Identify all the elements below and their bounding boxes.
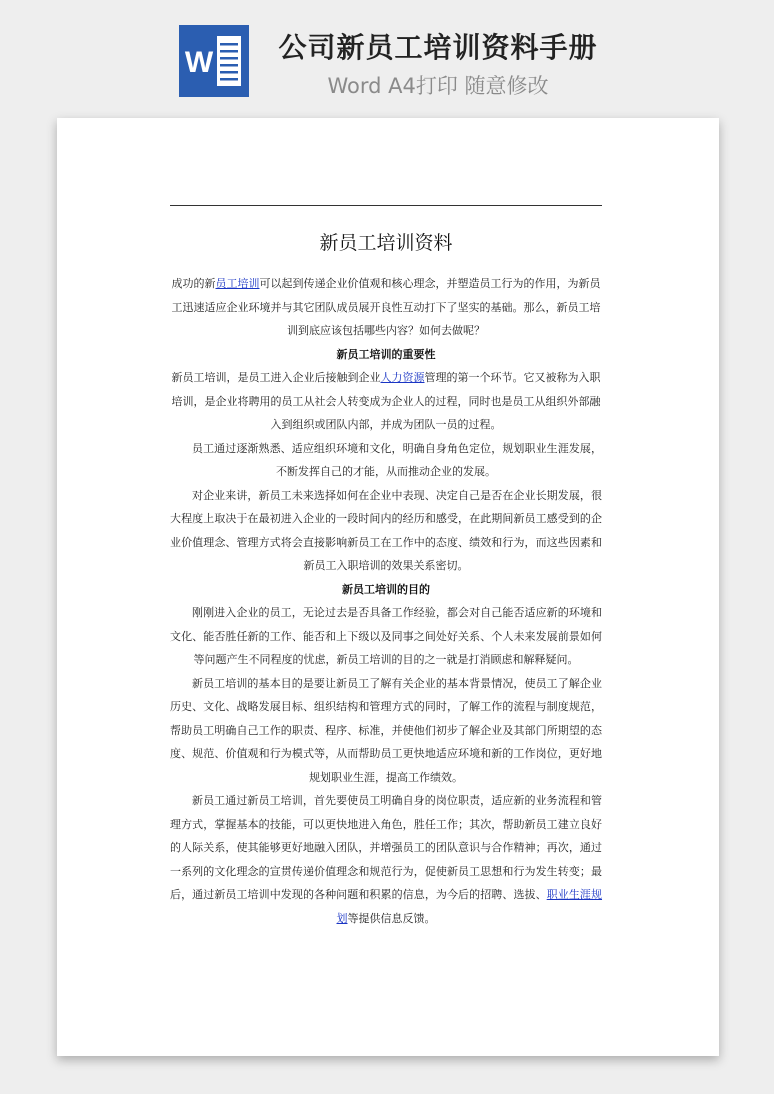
banner-title: 公司新员工培训资料手册 <box>278 31 598 64</box>
document-page <box>57 118 719 1056</box>
section-heading-purpose: 新员工培训的目的 <box>342 582 430 596</box>
link-employee-training[interactable]: 员工培训 <box>215 277 260 290</box>
document-body <box>170 272 602 930</box>
header-banner <box>0 0 774 115</box>
paragraph-importance-3: 对企业来讲，新员工未来选择如何在企业中表现、决定自己是否在企业长期发展，很大程度上取决于在最初进入企业的一段时间内的经历和感受，在此期间新员工感受到的企业价值理念、管理方式将会直接影响新员工在工作中的态度、绩效和行为，而这些因素和新员工入职培训的效果关系密切。 <box>170 488 602 572</box>
word-icon-letter: W <box>184 46 214 79</box>
link-human-resources[interactable]: 人力资源 <box>380 371 425 384</box>
header-rule <box>170 205 602 206</box>
section-heading-importance: 新员工培训的重要性 <box>336 347 436 361</box>
link-career-planning[interactable]: 职业生涯规划 <box>336 888 603 925</box>
paragraph-purpose-3: 新员工通过新员工培训，首先要使员工明确自身的岗位职责，适应新的业务流程和管理方式，掌握基本的技能，可以更快地进入角色，胜任工作；其次，帮助新员工建立良好的人际关系，使其能够更好地融入团队，并增强员工的团队意识与合作精神；再次，通过一系列的文化理念的宣贯传递价值理念和规范行为，促使新员工思想和行为发生转变；最后，通过新员工培训中发现的各种问题和积累的信息，为今后的招聘、选拔、职业生涯规划等提供信息反馈。 <box>170 794 603 925</box>
paragraph-purpose-2: 新员工培训的基本目的是要让新员工了解有关企业的基本背景情况，使员工了解企业历史、文化、战略发展目标、组织结构和管理方式的同时，了解工作的流程与制度规范，帮助员工明确自己工作的职责、程序、标准，并使他们初步了解企业及其部门所期望的态度、规范、价值观和行为模式等，从而帮助员工更快地适应环境和新的工作岗位，更好地规划职业生涯，提高工作绩效。 <box>170 676 602 784</box>
paragraph-purpose-1: 刚刚进入企业的员工，无论过去是否具备工作经验，都会对自己能否适应新的环境和文化、能否胜任新的工作、能否和上下级以及同事之间处好关系、个人未来发展前景如何等问题产生不同程度的忧虑，新员工培训的目的之一就是打消顾虑和解释疑问。 <box>170 606 602 666</box>
paragraph-importance-2: 员工通过逐渐熟悉、适应组织环境和文化，明确自身角色定位，规划职业生涯发展，不断发挥自己的才能，从而推动企业的发展。 <box>192 441 602 478</box>
paragraph-intro: 成功的新员工培训可以起到传递企业价值观和核心理念，并塑造员工行为的作用，为新员工迅速适应企业环境并与其它团队成员展开良性互动打下了坚实的基础。那么，新员工培训到底应该包括哪些内容？如何去做呢？ <box>171 277 601 337</box>
document-title: 新员工培训资料 <box>319 232 453 254</box>
paragraph-importance-1: 新员工培训，是员工进入企业后接触到企业人力资源管理的第一个环节。它又被称为入职培训，是企业将聘用的员工从社会人转变成为企业人的过程，同时也是员工从组织外部融入到组织或团队内部，并成为团队一员的过程。 <box>171 371 601 431</box>
banner-subtitle: Word A4打印 随意修改 <box>327 74 549 98</box>
word-document-icon <box>179 25 249 97</box>
